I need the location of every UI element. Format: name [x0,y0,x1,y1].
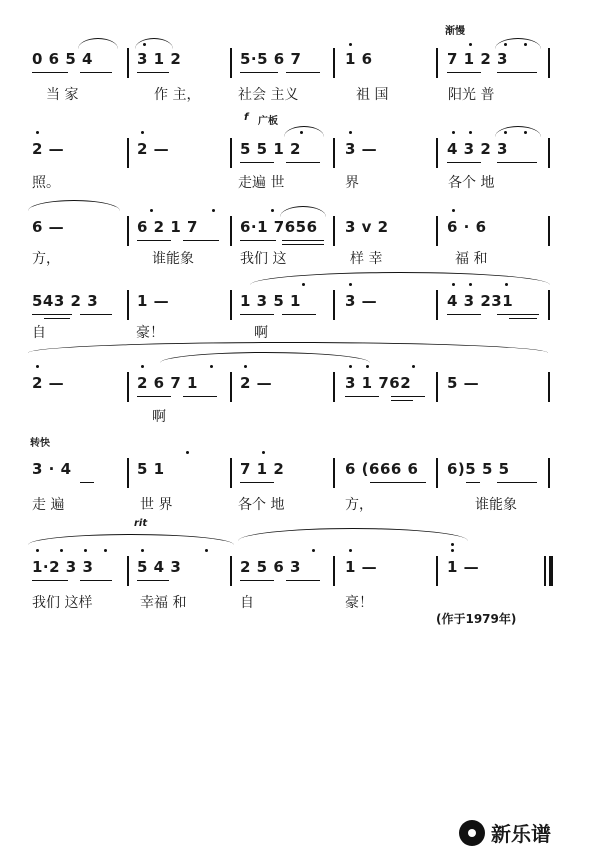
lyrics-6-5: 谁能象 [475,497,517,513]
lyrics-4-3: 啊 [254,325,268,341]
barline [436,290,438,320]
barline [127,138,129,168]
lyrics-5-2: 啊 [152,409,166,425]
barline [230,372,232,402]
measure-6-3: 7 1 2 [240,460,285,478]
measure-7-5: 1 — [447,558,480,576]
barline [548,372,550,402]
measure-6-1: 3 · 4 [32,460,72,478]
lyrics-1-2: 作 主， [154,87,201,103]
measure-1-2: 3 1 2 [137,50,182,68]
measure-1-3: 5·5 6 7 [240,50,302,68]
measure-4-1: 543 2 3 [32,292,99,310]
final-barline [549,556,553,586]
lyrics-1-3: 社会 主义 [238,87,299,103]
measure-3-1: 6 — [32,218,65,236]
barline [436,458,438,488]
measure-3-5: 6 · 6 [447,218,487,236]
barline [333,48,335,78]
measure-7-2: 5 4 3 [137,558,182,576]
measure-2-5: 4 3 2 3 [447,140,508,158]
barline [333,290,335,320]
lyrics-6-1: 走 遍 [32,497,65,513]
measure-4-3: 1 3 5 1 [240,292,301,310]
measure-5-2: 2 6 7 1 [137,374,198,392]
lyrics-6-3: 各个 地 [238,497,285,513]
tempo-jianman: 渐慢 [445,26,465,37]
barline [548,290,550,320]
barline [127,290,129,320]
measure-5-5: 5 — [447,374,480,392]
tempo-guangban: 广板 [258,116,278,127]
measure-7-3: 2 5 6 3 [240,558,301,576]
lyrics-7-3: 自 [240,595,254,611]
measure-5-4: 3 1 762 [345,374,412,392]
lyrics-6-4: 方， [345,497,373,513]
barline [436,556,438,586]
barline [544,556,546,586]
lyrics-1-4: 祖 国 [356,87,389,103]
site-logo [459,818,551,847]
measure-2-4: 3 — [345,140,378,158]
barline [333,216,335,246]
site-logo-text: 新乐谱 [491,822,551,846]
lyrics-3-3: 我们 这 [240,251,287,267]
tempo-rit: rit [134,518,148,529]
measure-6-5: 6)5 5 5 [447,460,510,478]
measure-5-3: 2 — [240,374,273,392]
measure-3-2: 6 2 1 7 [137,218,198,236]
measure-4-5: 4 3 231 [447,292,514,310]
measure-2-3: 5 5 1 2 [240,140,301,158]
lyrics-1-1: 当 家 [46,87,79,103]
barline [333,458,335,488]
barline [127,372,129,402]
barline [548,48,550,78]
lyrics-2-5: 各个 地 [448,175,495,191]
barline [333,556,335,586]
lyrics-3-4: 样 幸 [350,251,383,267]
composition-date-note: (作于1979年) [436,612,517,626]
lyrics-4-2: 豪！ [136,325,164,341]
measure-6-2: 5 1 [137,460,165,478]
lyrics-3-5: 福 和 [455,251,488,267]
barline [230,556,232,586]
tempo-zhuankuai: 转快 [30,438,50,449]
measure-1-4: 1 6 [345,50,373,68]
lyrics-4-1: 自 [32,325,46,341]
lyrics-7-2: 幸福 和 [140,595,187,611]
barline [230,290,232,320]
measure-3-3: 6·1 7656 [240,218,318,236]
measure-1-1: 0 6 5 4 [32,50,93,68]
measure-6-4: 6 (666 6 [345,460,419,478]
barline [333,372,335,402]
barline [127,458,129,488]
barline [127,556,129,586]
barline [548,138,550,168]
measure-3-4: 3 v 2 [345,218,389,236]
record-disc-icon [459,820,485,846]
measure-7-1: 1·2 3 3 [32,558,94,576]
measure-7-4: 1 — [345,558,378,576]
barline [436,372,438,402]
barline [333,138,335,168]
dynamic-f: f [244,112,249,123]
lyrics-2-3: 走遍 世 [238,175,285,191]
barline [436,138,438,168]
lyrics-3-2: 谁能象 [152,251,194,267]
lyrics-7-4: 豪！ [345,595,373,611]
lyrics-2-4: 界 [345,175,359,191]
measure-1-5: 7 1 2 3 [447,50,508,68]
barline [230,138,232,168]
barline [436,48,438,78]
measure-4-2: 1 — [137,292,170,310]
measure-5-1: 2 — [32,374,65,392]
barline [127,48,129,78]
barline [230,458,232,488]
lyrics-1-5: 阳光 普 [448,87,495,103]
barline [548,216,550,246]
measure-2-1: 2 — [32,140,65,158]
measure-4-4: 3 — [345,292,378,310]
barline [230,216,232,246]
lyrics-6-2: 世 界 [140,497,173,513]
lyrics-2-1: 照。 [32,175,60,191]
measure-2-2: 2 — [137,140,170,158]
barline [548,458,550,488]
lyrics-3-1: 方， [32,251,60,267]
barline [230,48,232,78]
barline [127,216,129,246]
lyrics-7-1: 我们 这样 [32,595,93,611]
barline [436,216,438,246]
